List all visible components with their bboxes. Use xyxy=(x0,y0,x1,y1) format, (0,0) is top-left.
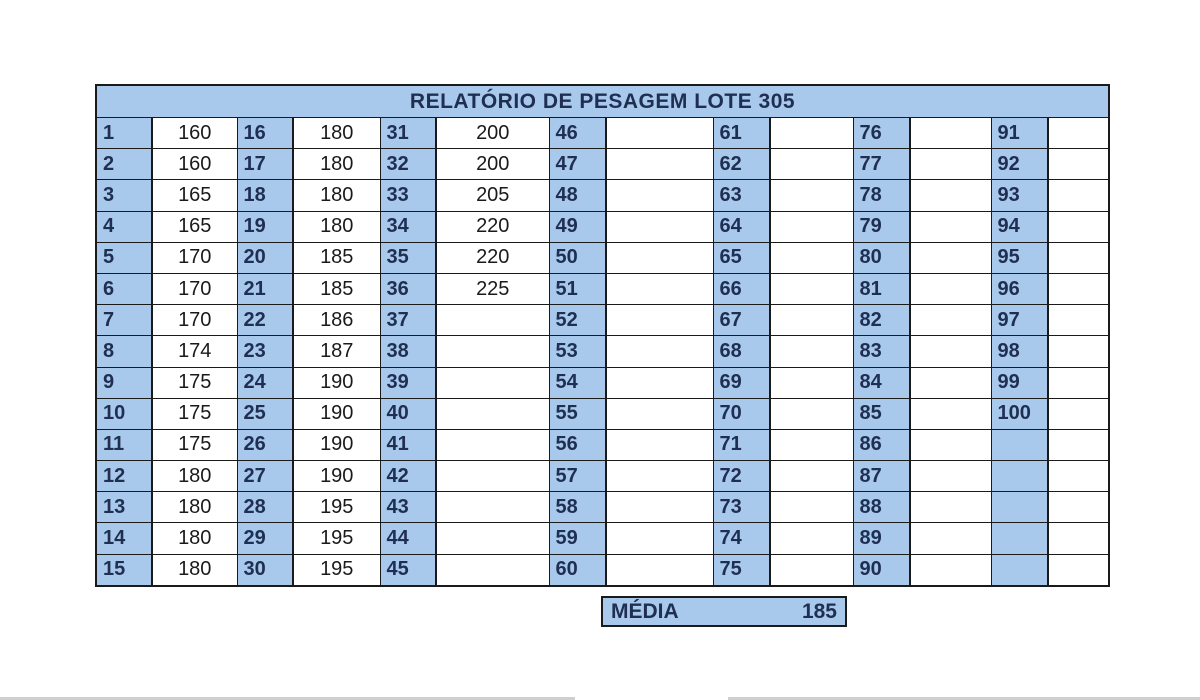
animal-number-cell: 74 xyxy=(713,523,770,554)
animal-number-cell: 4 xyxy=(96,211,152,242)
animal-number-cell xyxy=(991,523,1048,554)
weight-cell: 170 xyxy=(152,242,237,273)
animal-number-cell: 32 xyxy=(380,149,436,180)
table-row xyxy=(96,305,1109,336)
animal-number-cell: 65 xyxy=(713,242,770,273)
weight-cell: 190 xyxy=(293,367,380,398)
weight-cell: 174 xyxy=(152,336,237,367)
animal-number-cell: 79 xyxy=(853,211,910,242)
weight-cell xyxy=(1048,149,1109,180)
weight-cell xyxy=(436,429,549,460)
animal-number-cell: 53 xyxy=(549,336,606,367)
weight-cell xyxy=(606,118,713,149)
weight-cell xyxy=(770,461,853,492)
weight-cell: 170 xyxy=(152,305,237,336)
weight-cell: 190 xyxy=(293,461,380,492)
table-row xyxy=(96,492,1109,523)
animal-number-cell: 19 xyxy=(237,211,293,242)
weight-cell: 165 xyxy=(152,211,237,242)
weight-cell: 180 xyxy=(293,118,380,149)
weight-cell: 180 xyxy=(152,461,237,492)
animal-number-cell: 78 xyxy=(853,180,910,211)
animal-number-cell: 66 xyxy=(713,273,770,304)
animal-number-cell: 44 xyxy=(380,523,436,554)
animal-number-cell: 22 xyxy=(237,305,293,336)
weight-cell xyxy=(436,398,549,429)
weight-cell xyxy=(606,211,713,242)
animal-number-cell: 69 xyxy=(713,367,770,398)
weight-cell: 185 xyxy=(293,273,380,304)
weight-cell xyxy=(770,242,853,273)
weight-cell xyxy=(910,305,991,336)
weight-cell xyxy=(1048,523,1109,554)
animal-number-cell: 68 xyxy=(713,336,770,367)
weight-cell xyxy=(910,211,991,242)
weight-cell xyxy=(910,273,991,304)
animal-number-cell xyxy=(991,554,1048,586)
weight-cell xyxy=(770,367,853,398)
animal-number-cell: 81 xyxy=(853,273,910,304)
animal-number-cell: 21 xyxy=(237,273,293,304)
animal-number-cell: 5 xyxy=(96,242,152,273)
animal-number-cell: 27 xyxy=(237,461,293,492)
table-row xyxy=(96,429,1109,460)
animal-number-cell: 59 xyxy=(549,523,606,554)
animal-number-cell: 92 xyxy=(991,149,1048,180)
weight-cell xyxy=(606,554,713,586)
weight-cell xyxy=(770,149,853,180)
weight-cell xyxy=(770,305,853,336)
animal-number-cell: 47 xyxy=(549,149,606,180)
weight-cell xyxy=(606,273,713,304)
animal-number-cell: 15 xyxy=(96,554,152,586)
weight-cell xyxy=(770,398,853,429)
weight-cell: 175 xyxy=(152,367,237,398)
animal-number-cell: 34 xyxy=(380,211,436,242)
weight-cell xyxy=(1048,211,1109,242)
animal-number-cell: 20 xyxy=(237,242,293,273)
weight-cell xyxy=(436,554,549,586)
weight-cell xyxy=(910,554,991,586)
animal-number-cell: 13 xyxy=(96,492,152,523)
animal-number-cell: 2 xyxy=(96,149,152,180)
animal-number-cell: 9 xyxy=(96,367,152,398)
animal-number-cell: 67 xyxy=(713,305,770,336)
weight-cell: 175 xyxy=(152,398,237,429)
animal-number-cell: 36 xyxy=(380,273,436,304)
table-row xyxy=(96,118,1109,149)
animal-number-cell: 62 xyxy=(713,149,770,180)
weight-cell xyxy=(436,492,549,523)
table-row xyxy=(96,523,1109,554)
weight-cell: 160 xyxy=(152,149,237,180)
animal-number-cell: 73 xyxy=(713,492,770,523)
weight-cell xyxy=(1048,398,1109,429)
animal-number-cell: 52 xyxy=(549,305,606,336)
animal-number-cell: 87 xyxy=(853,461,910,492)
animal-number-cell: 71 xyxy=(713,429,770,460)
animal-number-cell: 12 xyxy=(96,461,152,492)
weight-cell xyxy=(770,211,853,242)
weight-cell: 185 xyxy=(293,242,380,273)
animal-number-cell: 42 xyxy=(380,461,436,492)
weight-cell xyxy=(910,180,991,211)
weight-cell: 205 xyxy=(436,180,549,211)
weight-cell xyxy=(770,336,853,367)
weight-cell: 195 xyxy=(293,523,380,554)
animal-number-cell: 38 xyxy=(380,336,436,367)
animal-number-cell: 50 xyxy=(549,242,606,273)
weight-cell xyxy=(1048,180,1109,211)
animal-number-cell: 7 xyxy=(96,305,152,336)
weight-cell xyxy=(436,367,549,398)
weight-cell: 220 xyxy=(436,211,549,242)
weight-cell xyxy=(606,367,713,398)
weight-cell xyxy=(436,461,549,492)
weight-cell: 180 xyxy=(152,554,237,586)
animal-number-cell: 93 xyxy=(991,180,1048,211)
animal-number-cell xyxy=(991,461,1048,492)
weight-cell: 200 xyxy=(436,118,549,149)
animal-number-cell: 97 xyxy=(991,305,1048,336)
weight-cell xyxy=(770,118,853,149)
weight-cell xyxy=(910,398,991,429)
weight-cell: 165 xyxy=(152,180,237,211)
weight-cell xyxy=(436,523,549,554)
weight-cell xyxy=(1048,273,1109,304)
weight-cell xyxy=(606,305,713,336)
average-summary xyxy=(601,596,847,627)
animal-number-cell: 70 xyxy=(713,398,770,429)
weight-cell: 195 xyxy=(293,554,380,586)
weight-cell xyxy=(910,149,991,180)
animal-number-cell: 16 xyxy=(237,118,293,149)
weight-cell xyxy=(1048,336,1109,367)
weight-cell: 200 xyxy=(436,149,549,180)
weight-cell xyxy=(770,429,853,460)
weight-cell xyxy=(770,523,853,554)
weight-cell: 170 xyxy=(152,273,237,304)
animal-number-cell: 95 xyxy=(991,242,1048,273)
animal-number-cell: 11 xyxy=(96,429,152,460)
animal-number-cell: 18 xyxy=(237,180,293,211)
weight-cell xyxy=(436,305,549,336)
weight-cell: 160 xyxy=(152,118,237,149)
animal-number-cell: 80 xyxy=(853,242,910,273)
animal-number-cell: 98 xyxy=(991,336,1048,367)
animal-number-cell: 1 xyxy=(96,118,152,149)
animal-number-cell: 8 xyxy=(96,336,152,367)
table-row xyxy=(96,367,1109,398)
animal-number-cell: 100 xyxy=(991,398,1048,429)
weight-cell xyxy=(770,554,853,586)
weight-cell xyxy=(1048,554,1109,586)
animal-number-cell: 94 xyxy=(991,211,1048,242)
weight-cell xyxy=(606,242,713,273)
table-row xyxy=(96,211,1109,242)
animal-number-cell: 51 xyxy=(549,273,606,304)
weight-cell xyxy=(606,492,713,523)
animal-number-cell: 91 xyxy=(991,118,1048,149)
weight-cell xyxy=(1048,118,1109,149)
animal-number-cell: 35 xyxy=(380,242,436,273)
animal-number-cell: 64 xyxy=(713,211,770,242)
table-row xyxy=(96,180,1109,211)
animal-number-cell: 85 xyxy=(853,398,910,429)
animal-number-cell: 39 xyxy=(380,367,436,398)
animal-number-cell: 46 xyxy=(549,118,606,149)
weight-cell xyxy=(606,398,713,429)
weight-cell xyxy=(1048,429,1109,460)
animal-number-cell: 24 xyxy=(237,367,293,398)
animal-number-cell: 77 xyxy=(853,149,910,180)
weight-cell xyxy=(606,336,713,367)
table-row xyxy=(96,273,1109,304)
animal-number-cell: 41 xyxy=(380,429,436,460)
animal-number-cell: 29 xyxy=(237,523,293,554)
weight-cell xyxy=(910,242,991,273)
table-row xyxy=(96,149,1109,180)
table-row xyxy=(96,554,1109,586)
weight-cell: 220 xyxy=(436,242,549,273)
animal-number-cell: 31 xyxy=(380,118,436,149)
weight-cell: 190 xyxy=(293,398,380,429)
animal-number-cell: 89 xyxy=(853,523,910,554)
animal-number-cell xyxy=(991,429,1048,460)
animal-number-cell: 3 xyxy=(96,180,152,211)
animal-number-cell: 40 xyxy=(380,398,436,429)
animal-number-cell: 48 xyxy=(549,180,606,211)
average-label: MÉDIA xyxy=(611,599,679,623)
weight-cell xyxy=(910,367,991,398)
weight-cell xyxy=(910,336,991,367)
weight-cell xyxy=(1048,492,1109,523)
animal-number-cell: 10 xyxy=(96,398,152,429)
weight-cell xyxy=(1048,242,1109,273)
weight-cell xyxy=(1048,461,1109,492)
animal-number-cell: 30 xyxy=(237,554,293,586)
animal-number-cell: 43 xyxy=(380,492,436,523)
weight-cell xyxy=(910,492,991,523)
animal-number-cell: 60 xyxy=(549,554,606,586)
table-row xyxy=(96,461,1109,492)
animal-number-cell: 96 xyxy=(991,273,1048,304)
animal-number-cell: 55 xyxy=(549,398,606,429)
weight-cell: 180 xyxy=(293,180,380,211)
animal-number-cell: 33 xyxy=(380,180,436,211)
weight-cell xyxy=(770,492,853,523)
weight-cell xyxy=(770,180,853,211)
average-value: 185 xyxy=(801,599,837,623)
animal-number-cell: 54 xyxy=(549,367,606,398)
weight-cell xyxy=(606,461,713,492)
weight-cell: 180 xyxy=(293,149,380,180)
weight-cell xyxy=(1048,305,1109,336)
animal-number-cell: 88 xyxy=(853,492,910,523)
weighing-report-table xyxy=(95,84,1110,587)
animal-number-cell: 17 xyxy=(237,149,293,180)
animal-number-cell: 23 xyxy=(237,336,293,367)
weight-cell xyxy=(1048,367,1109,398)
weight-cell xyxy=(910,523,991,554)
table-row xyxy=(96,242,1109,273)
animal-number-cell: 45 xyxy=(380,554,436,586)
weight-cell xyxy=(606,149,713,180)
weight-cell: 187 xyxy=(293,336,380,367)
weight-cell xyxy=(910,429,991,460)
animal-number-cell: 76 xyxy=(853,118,910,149)
animal-number-cell: 26 xyxy=(237,429,293,460)
animal-number-cell: 84 xyxy=(853,367,910,398)
weight-cell: 186 xyxy=(293,305,380,336)
animal-number-cell xyxy=(991,492,1048,523)
animal-number-cell: 57 xyxy=(549,461,606,492)
animal-number-cell: 86 xyxy=(853,429,910,460)
animal-number-cell: 83 xyxy=(853,336,910,367)
table-row xyxy=(96,336,1109,367)
weight-cell: 225 xyxy=(436,273,549,304)
animal-number-cell: 25 xyxy=(237,398,293,429)
weight-cell xyxy=(910,118,991,149)
weight-cell: 180 xyxy=(152,523,237,554)
animal-number-cell: 75 xyxy=(713,554,770,586)
animal-number-cell: 90 xyxy=(853,554,910,586)
weight-cell: 190 xyxy=(293,429,380,460)
weight-cell xyxy=(436,336,549,367)
weight-cell: 180 xyxy=(152,492,237,523)
animal-number-cell: 6 xyxy=(96,273,152,304)
animal-number-cell: 49 xyxy=(549,211,606,242)
animal-number-cell: 63 xyxy=(713,180,770,211)
animal-number-cell: 99 xyxy=(991,367,1048,398)
weight-cell xyxy=(606,180,713,211)
animal-number-cell: 72 xyxy=(713,461,770,492)
animal-number-cell: 14 xyxy=(96,523,152,554)
weight-cell: 195 xyxy=(293,492,380,523)
weight-cell: 175 xyxy=(152,429,237,460)
animal-number-cell: 61 xyxy=(713,118,770,149)
animal-number-cell: 28 xyxy=(237,492,293,523)
table-row xyxy=(96,398,1109,429)
animal-number-cell: 58 xyxy=(549,492,606,523)
weight-cell xyxy=(770,273,853,304)
weight-cell xyxy=(910,461,991,492)
weight-cell xyxy=(606,523,713,554)
animal-number-cell: 56 xyxy=(549,429,606,460)
weight-cell xyxy=(606,429,713,460)
animal-number-cell: 82 xyxy=(853,305,910,336)
weight-cell: 180 xyxy=(293,211,380,242)
report-title: RELATÓRIO DE PESAGEM LOTE 305 xyxy=(96,85,1109,118)
animal-number-cell: 37 xyxy=(380,305,436,336)
